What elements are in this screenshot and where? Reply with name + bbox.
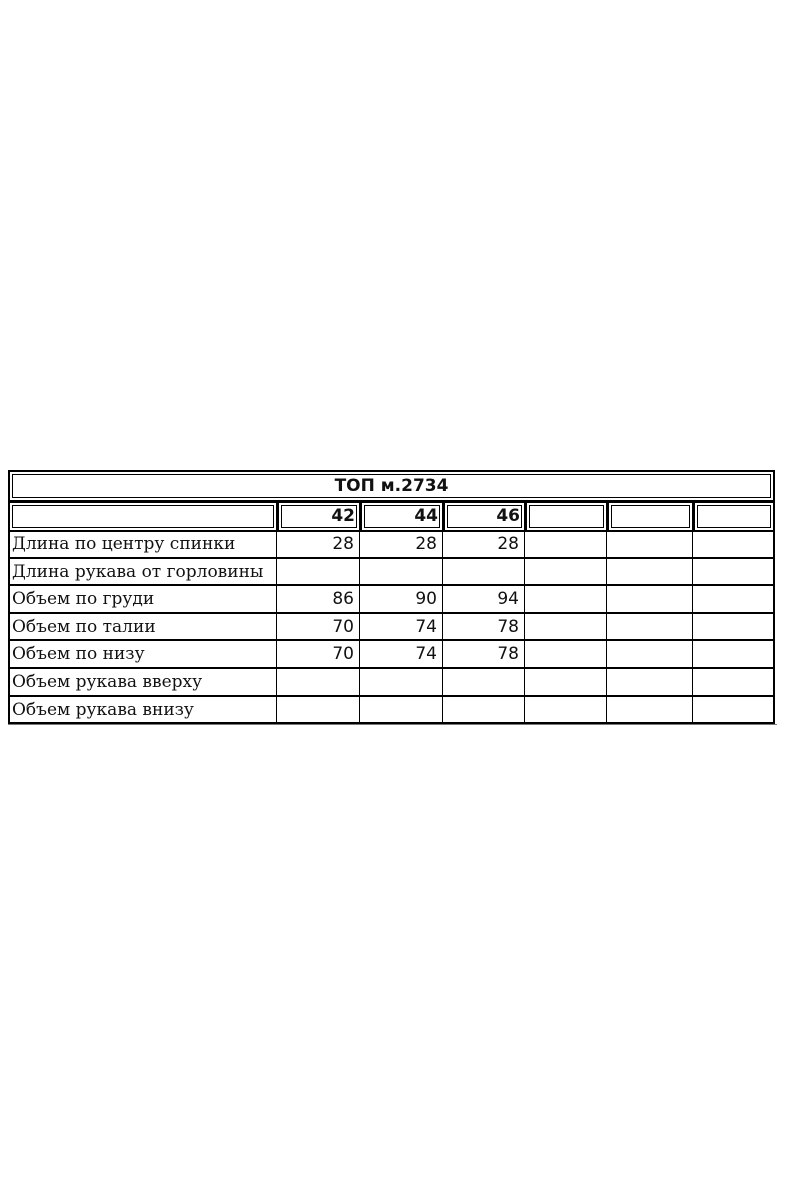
table-cell [277, 669, 360, 695]
table-cell [525, 531, 607, 557]
table-row [8, 586, 775, 614]
table-cell: 90 [360, 586, 443, 612]
table-cell [693, 614, 775, 640]
table-title-text: ТОП м.2734 [334, 476, 449, 496]
table-cell [693, 531, 775, 557]
table-cell [277, 697, 360, 723]
table-cell [607, 586, 693, 612]
table-cell: 86 [277, 586, 360, 612]
table-cell [525, 697, 607, 723]
table-cell [525, 669, 607, 695]
table-cell [525, 614, 607, 640]
table-cell [693, 641, 775, 667]
table-cell [693, 586, 775, 612]
table-cell: 28 [443, 531, 525, 557]
size-header-cell: 46 [443, 501, 526, 532]
table-cell: 78 [443, 641, 525, 667]
table-cell [360, 669, 443, 695]
table-title [8, 470, 775, 502]
row-label: Длина рукава от горловины [8, 559, 277, 585]
table-cell [277, 559, 360, 585]
table-row [8, 614, 775, 642]
size-header-cell: 44 [360, 501, 444, 532]
table-cell [443, 697, 525, 723]
table-row [8, 641, 775, 669]
table-cell [693, 669, 775, 695]
table-cell [360, 697, 443, 723]
table-cell [693, 697, 775, 723]
row-label: Объем по груди [8, 586, 277, 612]
table-cell [607, 641, 693, 667]
table-row [8, 697, 775, 725]
row-label: Длина по центру спинки [8, 531, 277, 557]
table-cell [360, 559, 443, 585]
table-cell [607, 559, 693, 585]
measurements-table [8, 531, 775, 724]
table-cell [525, 586, 607, 612]
table-cell: 78 [443, 614, 525, 640]
table-cell [525, 641, 607, 667]
size-header-empty-cell [8, 501, 278, 532]
table-cell [607, 669, 693, 695]
table-bottom-edge [8, 724, 777, 730]
row-label: Объем рукава вверху [8, 669, 277, 695]
row-label: Объем рукава внизу [8, 697, 277, 723]
size-header-row [8, 501, 775, 532]
table-cell: 70 [277, 614, 360, 640]
size-header-cell [525, 501, 608, 532]
table-cell [607, 614, 693, 640]
table-cell [525, 559, 607, 585]
table-cell: 70 [277, 641, 360, 667]
row-label: Объем по низу [8, 641, 277, 667]
size-header-cell [693, 501, 775, 532]
table-row [8, 669, 775, 697]
table-cell [443, 669, 525, 695]
table-cell: 28 [277, 531, 360, 557]
table-cell [693, 559, 775, 585]
table-cell [607, 531, 693, 557]
table-row [8, 559, 775, 587]
table-cell: 28 [360, 531, 443, 557]
row-label: Объем по талии [8, 614, 277, 640]
table-cell: 74 [360, 641, 443, 667]
size-header-cell: 42 [277, 501, 361, 532]
table-row [8, 531, 775, 559]
table-cell: 94 [443, 586, 525, 612]
size-header-cell [607, 501, 694, 532]
table-cell: 74 [360, 614, 443, 640]
table-cell [607, 697, 693, 723]
table-cell [443, 559, 525, 585]
